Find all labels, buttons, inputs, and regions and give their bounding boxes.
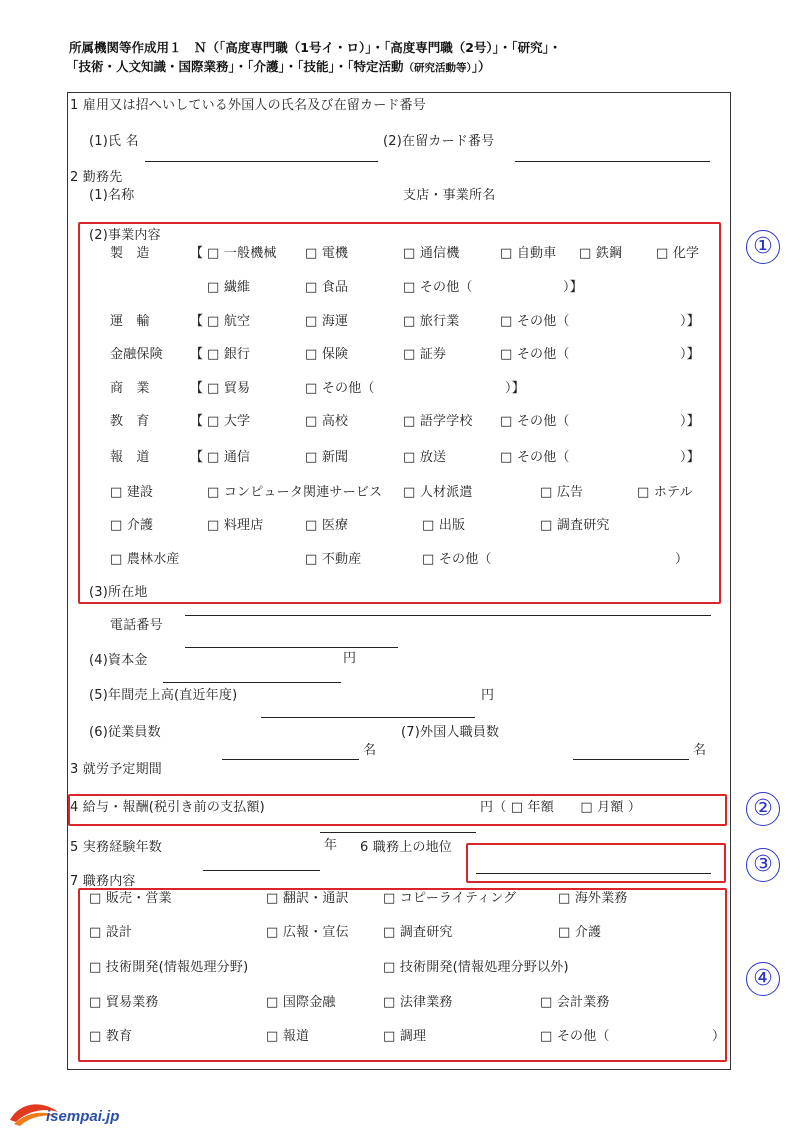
checkbox-computer-services[interactable]: □ コンピュータ関連サービス — [207, 485, 383, 500]
checkbox-university[interactable]: □ 大学 — [207, 414, 251, 429]
checkbox-shipping[interactable]: □ 海運 — [305, 314, 349, 329]
checkbox-job-other[interactable]: □ その他（ — [540, 1029, 610, 1044]
bracket-open: 【 — [190, 314, 204, 329]
manufacturing-label: 製 造 — [110, 246, 150, 261]
checkbox-travel[interactable]: □ 旅行業 — [403, 314, 460, 329]
checkbox-textile[interactable]: □ 繊維 — [207, 280, 251, 295]
checkbox-sales[interactable]: □ 販売・営業 — [89, 891, 172, 906]
paren-close: ） — [675, 552, 689, 567]
checkbox-manufacturing-other[interactable]: □ その他（ — [403, 280, 473, 295]
bracket-open: 【 — [190, 414, 204, 429]
checkbox-bank[interactable]: □ 銀行 — [207, 347, 251, 362]
checkbox-reporting[interactable]: □ 報道 — [266, 1029, 310, 1044]
checkbox-automobile[interactable]: □ 自動車 — [500, 246, 557, 261]
marker-1: ① — [746, 230, 780, 264]
bracket-close: ）】 — [505, 381, 525, 396]
checkbox-agriculture[interactable]: □ 農林水産 — [110, 552, 180, 567]
bracket-close: ）】 — [680, 414, 700, 429]
address-field[interactable] — [185, 615, 711, 616]
name-label: (1)氏 名 — [89, 134, 139, 149]
paren-close: ） — [712, 1029, 726, 1044]
bracket-open: 【 — [190, 347, 204, 362]
checkbox-construction[interactable]: □ 建設 — [110, 485, 154, 500]
capital-unit: 円 — [343, 651, 357, 666]
checkbox-nursing-care[interactable]: □ 介護 — [110, 518, 154, 533]
annual-sales-unit: 円 — [481, 688, 495, 703]
employees-unit: 名 — [363, 743, 377, 758]
section5-title: 5 実務経験年数 — [70, 840, 163, 855]
bracket-close: ）】 — [680, 450, 700, 465]
checkbox-aviation[interactable]: □ 航空 — [207, 314, 251, 329]
name-field[interactable] — [145, 161, 378, 162]
checkbox-communications[interactable]: □ 通信 — [207, 450, 251, 465]
checkbox-education-other[interactable]: □ その他（ — [500, 414, 570, 429]
checkbox-job-care[interactable]: □ 介護 — [558, 925, 602, 940]
checkbox-commerce-other[interactable]: □ その他（ — [305, 381, 375, 396]
checkbox-research[interactable]: □ 調査研究 — [540, 518, 610, 533]
checkbox-pr[interactable]: □ 広報・宣伝 — [266, 925, 349, 940]
bracket-close: ）】 — [680, 314, 700, 329]
bracket-open: 【 — [190, 246, 204, 261]
checkbox-intl-finance[interactable]: □ 国際金融 — [266, 995, 336, 1010]
checkbox-hotel[interactable]: □ ホテル — [637, 485, 693, 500]
commerce-label: 商 業 — [110, 381, 150, 396]
checkbox-job-research[interactable]: □ 調査研究 — [383, 925, 453, 940]
residence-card-label: (2)在留カード番号 — [383, 134, 495, 149]
checkbox-advertising[interactable]: □ 広告 — [540, 485, 584, 500]
marker-3: ③ — [746, 848, 780, 882]
employees-label: (6)従業員数 — [89, 725, 161, 740]
bracket-close: ）】 — [563, 280, 583, 295]
checkbox-steel[interactable]: □ 鉄鋼 — [579, 246, 623, 261]
checkbox-cooking[interactable]: □ 調理 — [383, 1029, 427, 1044]
checkbox-non-it-dev[interactable]: □ 技術開発(情報処理分野以外) — [383, 960, 569, 975]
capital-field[interactable] — [163, 682, 341, 683]
bracket-open: 【 — [190, 450, 204, 465]
checkbox-broadcasting[interactable]: □ 放送 — [403, 450, 447, 465]
checkbox-it-dev[interactable]: □ 技術開発(情報処理分野) — [89, 960, 249, 975]
logo-text[interactable]: isempai.jp — [46, 1108, 120, 1125]
checkbox-overseas[interactable]: □ 海外業務 — [558, 891, 628, 906]
foreign-staff-field[interactable] — [573, 759, 689, 760]
checkbox-trade-work[interactable]: □ 貿易業務 — [89, 995, 159, 1010]
experience-unit: 年 — [324, 838, 338, 853]
finance-label: 金融保険 — [110, 347, 163, 362]
transport-label: 運 輸 — [110, 314, 150, 329]
header-line2-end: 」） — [471, 59, 491, 74]
phone-field[interactable] — [185, 647, 398, 648]
checkbox-telecom-equipment[interactable]: □ 通信機 — [403, 246, 460, 261]
checkbox-securities[interactable]: □ 証券 — [403, 347, 447, 362]
checkbox-translation[interactable]: □ 翻訳・通訳 — [266, 891, 349, 906]
checkbox-restaurant[interactable]: □ 料理店 — [207, 518, 264, 533]
annual-sales-field[interactable] — [261, 717, 475, 718]
checkbox-real-estate[interactable]: □ 不動産 — [305, 552, 362, 567]
salary-unit-options[interactable]: 円（ □ 年額 □ 月額 ） — [480, 800, 642, 815]
checkbox-media-other[interactable]: □ その他（ — [500, 450, 570, 465]
highlight-salary — [68, 794, 727, 826]
section7-title: 7 職務内容 — [70, 874, 136, 889]
checkbox-accounting[interactable]: □ 会計業務 — [540, 995, 610, 1010]
bracket-open: 【 — [190, 381, 204, 396]
residence-card-field[interactable] — [515, 161, 710, 162]
address-label: (3)所在地 — [89, 585, 148, 600]
foreign-staff-label: (7)外国人職員数 — [401, 725, 500, 740]
capital-label: (4)資本金 — [89, 653, 148, 668]
business-content-label: (2)事業内容 — [89, 228, 161, 243]
foreign-staff-unit: 名 — [693, 743, 707, 758]
highlight-business-content — [78, 222, 721, 604]
branch-label: 支店・事業所名 — [403, 188, 496, 203]
checkbox-food[interactable]: □ 食品 — [305, 280, 349, 295]
checkbox-insurance[interactable]: □ 保険 — [305, 347, 349, 362]
employees-field[interactable] — [222, 759, 359, 760]
section4-title: 4 給与・報酬(税引き前の支払額) — [70, 800, 265, 815]
marker-4: ④ — [746, 962, 780, 996]
section3-title: 3 就労予定期間 — [70, 762, 163, 777]
marker-2: ② — [746, 792, 780, 826]
media-label: 報 道 — [110, 450, 150, 465]
checkbox-copywriting[interactable]: □ コピーライティング — [383, 891, 517, 906]
checkbox-high-school[interactable]: □ 高校 — [305, 414, 349, 429]
checkbox-publishing[interactable]: □ 出版 — [422, 518, 466, 533]
checkbox-finance-other[interactable]: □ その他（ — [500, 347, 570, 362]
education-label: 教 育 — [110, 414, 150, 429]
section1-title: 1 雇用又は招へいしている外国人の氏名及び在留カード番号 — [70, 98, 427, 113]
checkbox-business-other[interactable]: □ その他（ — [422, 552, 492, 567]
phone-label: 電話番号 — [110, 618, 163, 633]
highlight-job-content — [78, 888, 727, 1062]
checkbox-language-school[interactable]: □ 語学学校 — [403, 414, 473, 429]
checkbox-newspaper[interactable]: □ 新聞 — [305, 450, 349, 465]
bracket-close: ）】 — [680, 347, 700, 362]
checkbox-teaching[interactable]: □ 教育 — [89, 1029, 133, 1044]
checkbox-design[interactable]: □ 設計 — [89, 925, 133, 940]
form-header-line1: 所属機関等作成用１ Ｎ（「高度専門職（1号イ・ロ）」・「高度専門職（2号）」・「研究」・ — [69, 40, 562, 55]
checkbox-chemical[interactable]: □ 化学 — [656, 246, 700, 261]
section6-title: 6 職務上の地位 — [360, 840, 453, 855]
checkbox-electric[interactable]: □ 電機 — [305, 246, 349, 261]
form-header-line2 — [66, 59, 491, 76]
checkbox-medical[interactable]: □ 医療 — [305, 518, 349, 533]
checkbox-legal[interactable]: □ 法律業務 — [383, 995, 453, 1010]
checkbox-general-machinery[interactable]: □ 一般機械 — [207, 246, 277, 261]
header-line2-main: 「技術・人文知識・国際業務」・「介護」・「技能」・「特定活動 — [66, 59, 404, 74]
checkbox-staffing[interactable]: □ 人材派遣 — [403, 485, 473, 500]
header-line2-small: （研究活動等） — [403, 62, 472, 74]
section2-title: 2 勤務先 — [70, 170, 123, 185]
salary-field[interactable] — [320, 832, 476, 833]
experience-field[interactable] — [203, 870, 320, 871]
workplace-name-label: (1)名称 — [89, 188, 135, 203]
annual-sales-label: (5)年間売上高(直近年度) — [89, 688, 238, 703]
checkbox-transport-other[interactable]: □ その他（ — [500, 314, 570, 329]
checkbox-trade[interactable]: □ 貿易 — [207, 381, 251, 396]
highlight-position — [466, 843, 726, 883]
